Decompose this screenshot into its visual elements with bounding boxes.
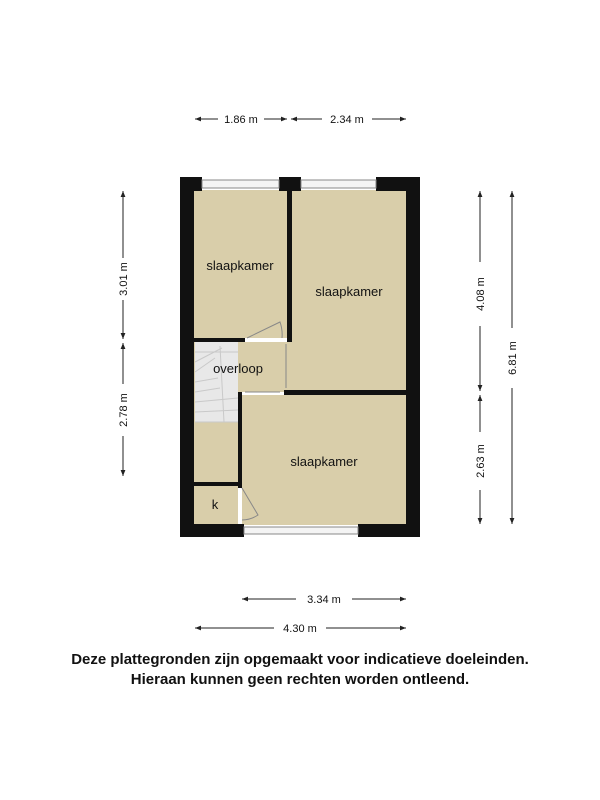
room-label-bedroom-bottom: slaapkamer — [290, 454, 358, 469]
disclaimer-line-2: Hieraan kunnen geen rechten worden ontleend. — [130, 671, 470, 688]
room-label-landing: overloop — [213, 361, 263, 376]
room-label-closet: k — [211, 497, 219, 512]
dim-right-upper-height: 4.08 m — [475, 277, 487, 311]
disclaimer — [0, 650, 600, 690]
room-label-bedroom-top-right: slaapkamer — [315, 284, 383, 299]
dim-total-height: 6.81 m — [507, 341, 519, 375]
room-label-bedroom-top-left: slaapkamer — [206, 258, 274, 273]
dim-top-left-width: 1.86 m — [224, 114, 258, 126]
dim-left-lower-height: 2.78 m — [118, 393, 130, 427]
staircase — [195, 342, 238, 422]
dim-right-lower-height: 2.63 m — [475, 444, 487, 478]
dim-bottom-total-width: 4.30 m — [283, 623, 317, 635]
dim-top-right-width: 2.34 m — [330, 114, 364, 126]
dim-bottom-inner-width: 3.34 m — [307, 594, 341, 606]
disclaimer-line-1: Deze plattegronden zijn opgemaakt voor indicatieve doeleinden. — [71, 651, 529, 668]
dim-left-upper-height: 3.01 m — [118, 262, 130, 296]
